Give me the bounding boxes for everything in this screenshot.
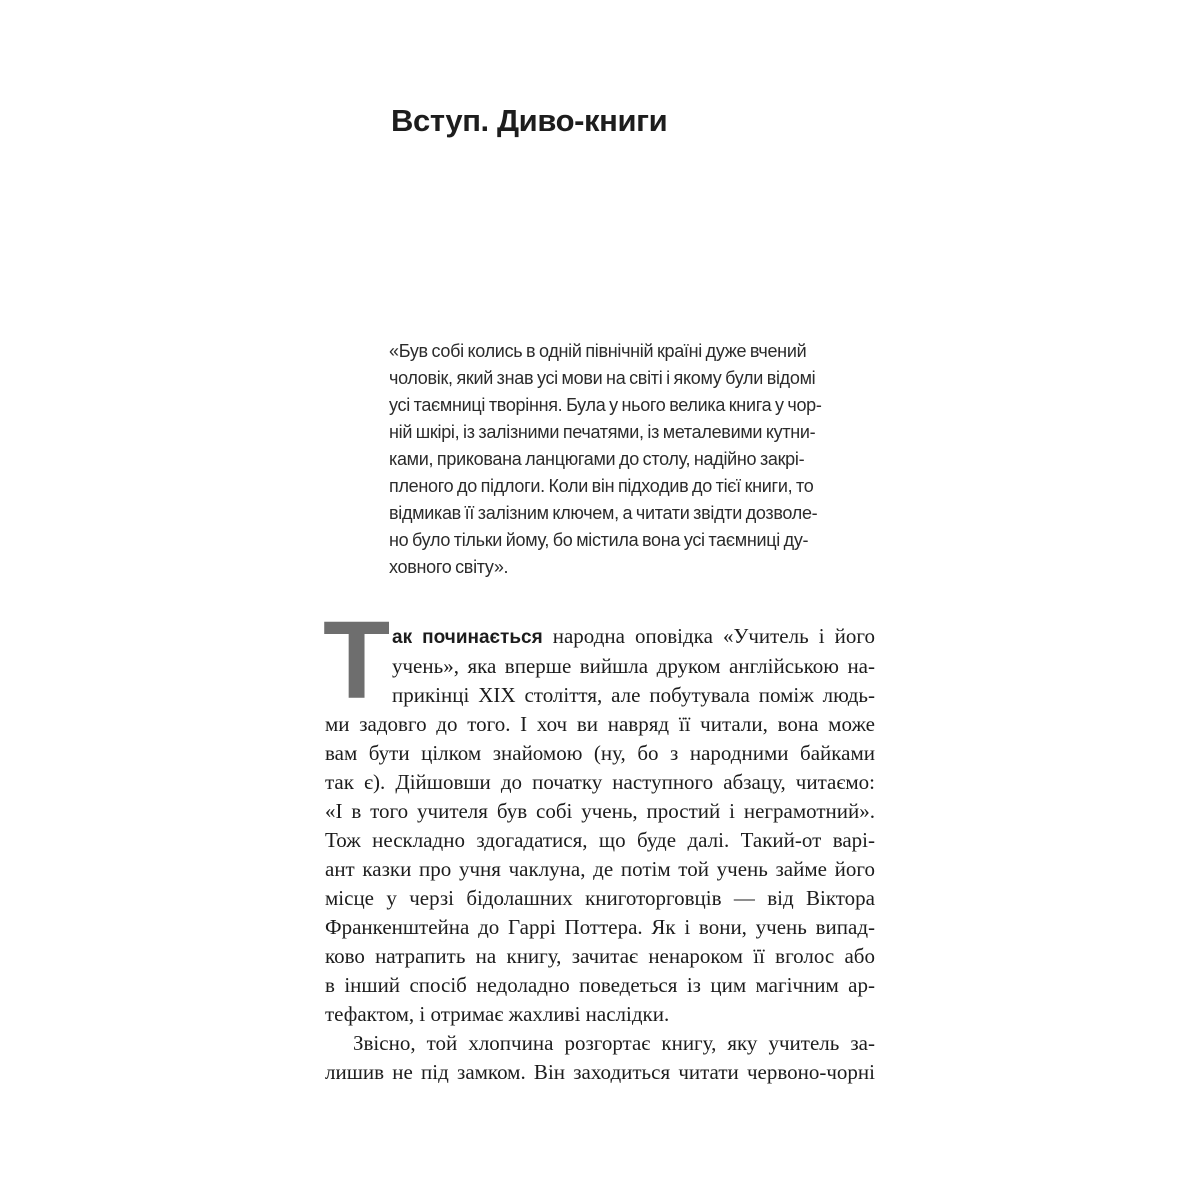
body-line: ми задовго до того. І хоч ви навряд її читали, вона може [325,712,875,736]
body-line: Франкенштейна до Гаррі Поттера. Як і вони, учень випад- [325,915,875,939]
body-line: Тож нескладно здогадатися, що буде далі. Такий-от варі- [325,828,875,852]
body-line: так є). Дійшовши до початку наступного абзацу, читаємо: [325,770,875,794]
epigraph-line: ній шкірі, із залізними печатями, із металевими кутни- [389,422,816,442]
body-line: вам бути цілком знайомою (ну, бо з народними байками [325,741,875,765]
body-line: учень», яка вперше вийшла друком англійською на- [392,654,875,678]
epigraph-line: пленого до підлоги. Коли він підходив до тієї книги, то [389,476,814,496]
epigraph-line: усі таємниці творіння. Була у нього велика книга у чор- [389,395,822,415]
epigraph-line: «Був собі колись в одній північній країні дуже вчений [389,341,807,361]
body-line: ант казки про учня чаклуна, де потім той учень займе його [325,857,875,881]
body-line: лишив не під замком. Він заходиться читати червоно-чорні [325,1060,875,1084]
epigraph-line: ховного світу». [389,557,509,577]
body-line: Звісно, той хлопчина розгортає книгу, яку учитель за- [353,1031,875,1055]
body-line [325,622,875,652]
drop-cap-letter: Т [323,599,391,722]
body-line: місце у черзі бідолашних книготорговців — від Віктора [325,886,875,910]
body-line: прикінці XIX століття, але побутувала поміж людь- [392,683,875,707]
epigraph-line: чоловік, який знав усі мови на світі і якому були відомі [389,368,816,388]
epigraph-line: відмикав її залізним ключем, а читати звідти дозволе- [389,503,818,523]
chapter-title: Вступ. Диво-книги [391,103,668,138]
epigraph-block [389,338,889,581]
body-text-block [323,599,875,1087]
body-line-text: народна оповідка «Учитель і його [542,624,875,648]
epigraph-line: ками, прикована ланцюгами до столу, надійно закрі- [389,449,805,469]
body-line: в інший спосіб недоладно поведеться із цим магічним ар- [325,973,875,997]
body-line: тефактом, і отримає жахливі наслідки. [325,1002,670,1026]
epigraph-line: но було тільки йому, бо містила вона усі таємниці ду- [389,530,809,550]
lead-in-bold: ак починається [392,627,543,648]
body-line: ково натрапить на книгу, зачитає ненароком її вголос або [325,944,875,968]
body-line: «І в того учителя був собі учень, простий і неграмотний». [325,799,875,823]
